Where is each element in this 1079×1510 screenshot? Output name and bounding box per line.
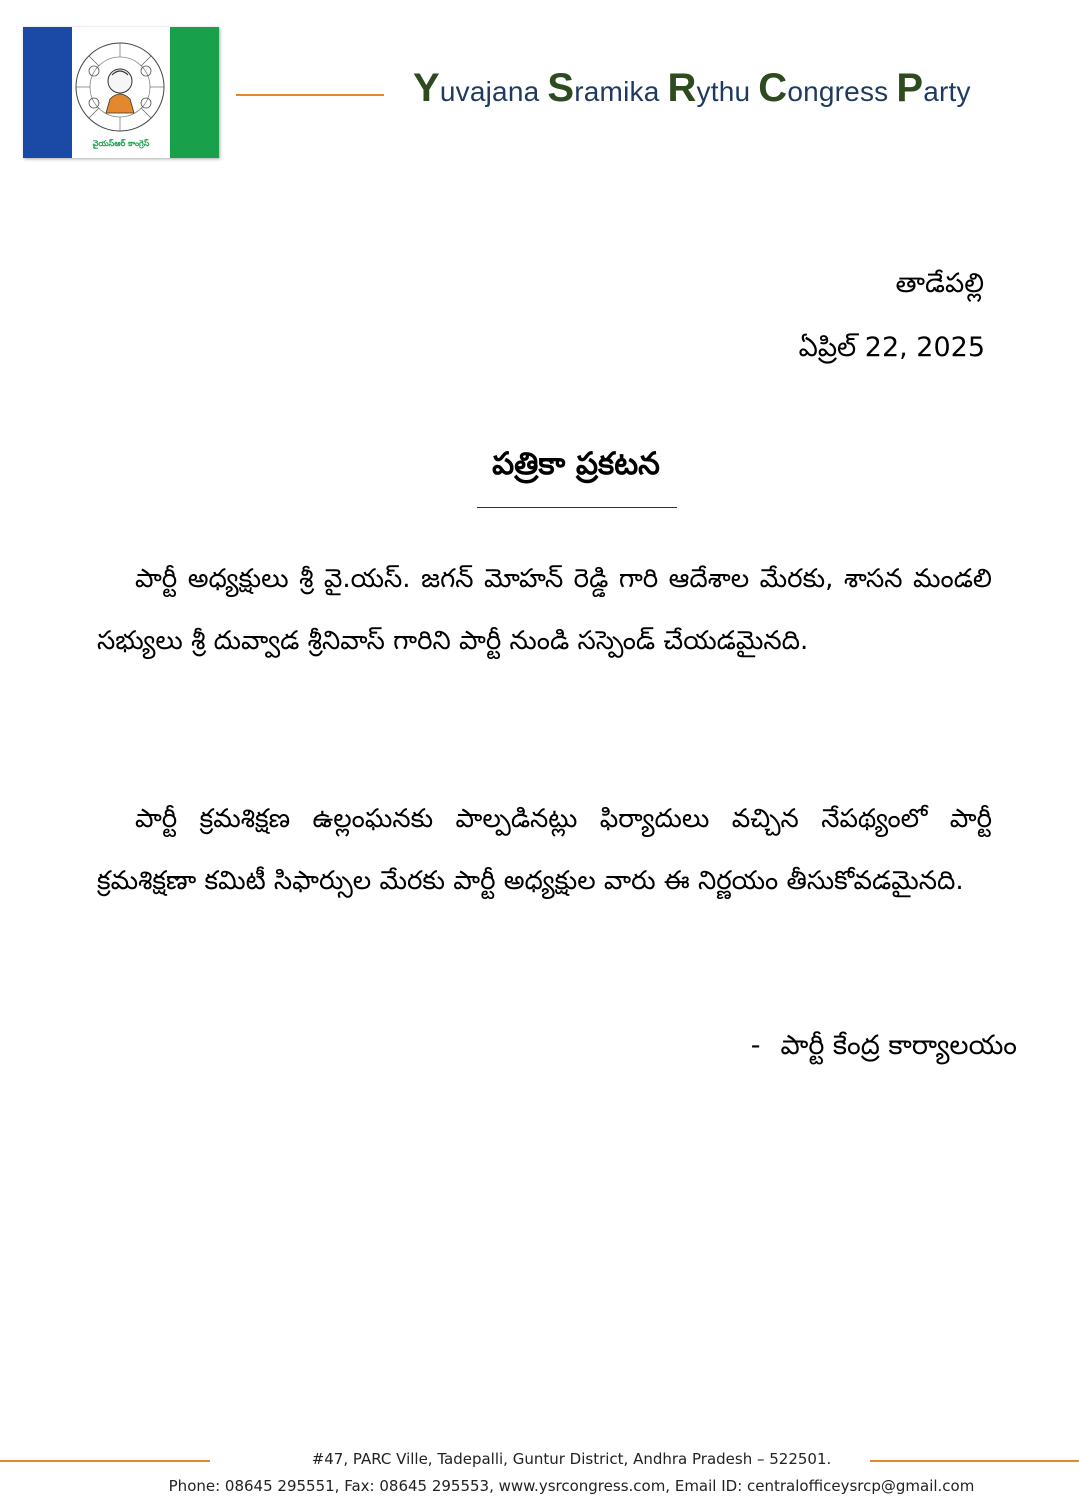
party-name-word: uvajana xyxy=(439,76,548,107)
title-underline xyxy=(477,507,677,508)
signoff xyxy=(751,1030,1017,1068)
signoff-text: పార్టీ కేంద్ర కార్యాలయం xyxy=(780,1030,1017,1061)
signoff-dash: - xyxy=(750,1030,761,1061)
party-name-word: ythu xyxy=(696,76,759,107)
party-name-initial: R xyxy=(667,66,697,110)
place-line: తాడేపల్లి xyxy=(895,268,984,299)
party-name-initial: C xyxy=(758,66,788,110)
footer-contact: Phone: 08645 295551, Fax: 08645 295553, www.ysrcongress.com, Email ID: centralofficeysrcp@gmail.com xyxy=(168,1477,975,1495)
party-name-initial: S xyxy=(547,66,575,110)
body-paragraph: పార్టీ అధ్యక్షులు శ్రీ వై.యస్. జగన్ మోహన్ రెడ్డి గారి ఆదేశాల మేరకు, శాసన మండలి సభ్యులు శ్రీ దువ్వాడ శ్రీనివాస్ గారిని పార్టీ నుండి సస్పెండ్ చేయడమైనది. xyxy=(97,564,992,656)
press-release-title: పత్రికా ప్రకటన xyxy=(492,446,660,482)
party-name-initial: P xyxy=(896,66,924,110)
logo-caption: వైయస్ఆర్ కాంగ్రెస్ xyxy=(92,139,150,148)
emblem-icon xyxy=(74,41,166,133)
party-name-heading xyxy=(413,66,971,111)
party-name-initial: Y xyxy=(413,66,440,110)
flag-blue-band xyxy=(23,27,72,158)
footer-address: #47, PARC Ville, Tadepalli, Guntur District, Andhra Pradesh – 522501. xyxy=(311,1450,832,1468)
party-name-word: arty xyxy=(923,76,971,107)
date-line: ఏప్రిల్ 22, 2025 xyxy=(798,332,985,363)
party-name-word: ongress xyxy=(787,76,897,107)
flag-green-band xyxy=(170,27,219,158)
header-divider xyxy=(236,94,384,96)
party-name-word: ramika xyxy=(574,76,668,107)
body-paragraph: పార్టీ క్రమశిక్షణ ఉల్లంఘనకు పాల్పడినట్లు ఫిర్యాదులు వచ్చిన నేపథ్యంలో పార్టీ క్రమశిక్షణా కమిటీ సిఫార్సుల మేరకు పార్టీ అధ్యక్షుల వారు ఈ నిర్ణయం తీసుకోవడమైనది. xyxy=(97,804,992,896)
party-flag-logo xyxy=(23,27,219,158)
